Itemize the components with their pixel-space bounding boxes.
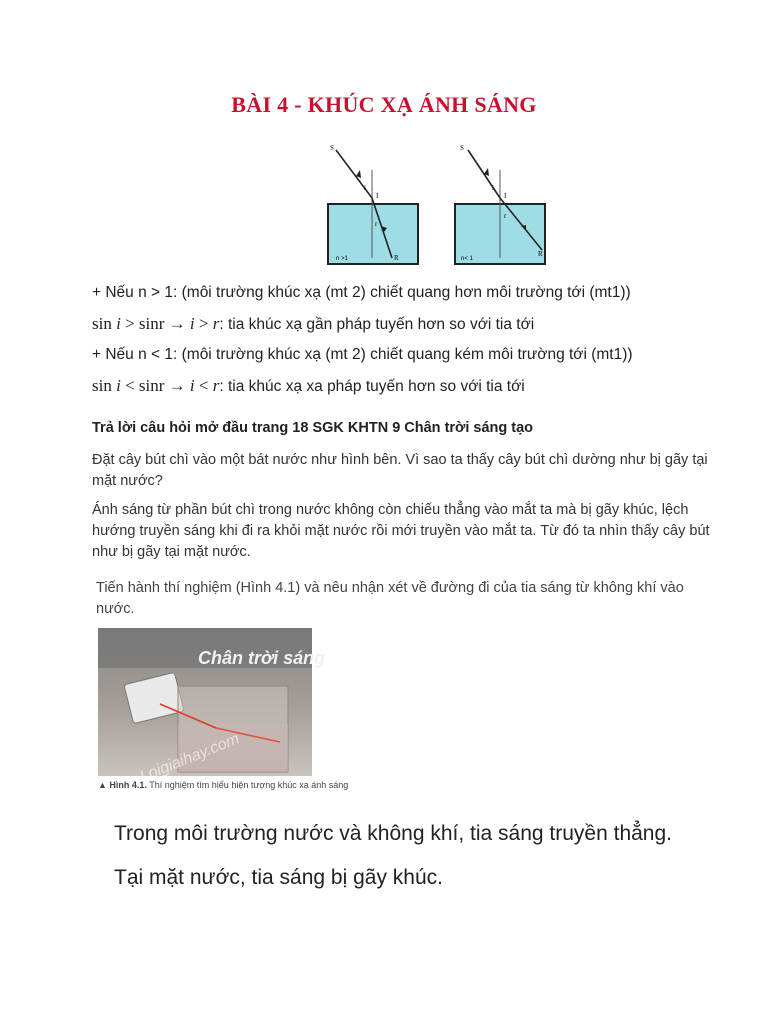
rule-2-formula <box>92 376 525 396</box>
caption-text: Thí nghiệm tìm hiểu hiện tượng khúc xạ ánh sáng <box>146 780 349 790</box>
label-point-i: I <box>376 192 379 200</box>
formula-i: i <box>116 314 121 333</box>
label-R: R <box>538 250 543 258</box>
formula-conclusion: : tia khúc xạ xa pháp tuyến hơn so với tia tới <box>219 378 525 395</box>
formula-i: i <box>116 376 121 395</box>
rule-2: + Nếu n < 1: (môi trường khúc xạ (mt 2) chiết quang kém môi trường tới (mt1)) <box>92 346 633 363</box>
refraction-diagram <box>320 140 560 270</box>
formula-conclusion: : tia khúc xạ gần pháp tuyến hơn so với tia tới <box>219 316 535 333</box>
label-r: r <box>375 220 378 228</box>
formula-r: r <box>212 376 220 395</box>
water-block-left <box>328 204 418 264</box>
label-n: n< 1 <box>461 256 473 262</box>
watermark-diagonal: Loigiaihay.com <box>137 730 242 786</box>
incident-ray-left <box>336 150 372 198</box>
formula-op2: > <box>194 314 213 333</box>
formula-op: < sinr → <box>120 376 190 395</box>
label-s: S <box>330 144 334 152</box>
label-r: r <box>504 212 507 220</box>
page-title: BÀI 4 - KHÚC XẠ ÁNH SÁNG <box>231 92 537 117</box>
triangle-icon: ▲ <box>98 780 110 790</box>
label-s: S <box>460 144 464 152</box>
question-text: Đặt cây bút chì vào một bát nước như hình bên. Vì sao ta thấy cây bút chì dường như bị gãy tại mặt nước? <box>92 452 708 489</box>
rule-1-formula <box>92 314 534 334</box>
formula-i2: i <box>189 376 195 395</box>
watermark-top: Chân trời sáng <box>198 648 326 668</box>
answer-text: Ánh sáng từ phần bút chì trong nước không còn chiếu thẳng vào mắt ta mà bị gãy khúc, lệch hướng truyền sáng khi đi ra khỏi mặt nước rồi mới truyền vào mắt ta. Từ đó ta nhìn thấy cây bút như bị gãy tại mặt nước. <box>92 502 710 560</box>
label-point-i: I <box>504 192 507 200</box>
label-n: n >1 <box>336 256 348 262</box>
label-R: R <box>394 254 399 262</box>
caption-label: Hình 4.1. <box>109 780 147 790</box>
conclusion-1: Trong môi trường nước và không khí, tia sáng truyền thẳng. <box>114 822 672 845</box>
formula-i2: i <box>189 314 195 333</box>
formula-op2: < <box>194 376 213 395</box>
formula-sin: sin <box>92 376 117 395</box>
label-i: i <box>492 184 494 192</box>
formula-op: > sinr → <box>120 314 190 333</box>
conclusion-2: Tại mặt nước, tia sáng bị gãy khúc. <box>114 866 443 889</box>
label-i: i <box>364 184 366 192</box>
figure-caption <box>98 780 348 790</box>
section-heading: Trả lời câu hỏi mở đầu trang 18 SGK KHTN 9 Chân trời sáng tạo <box>92 420 534 436</box>
rule-1: + Nếu n > 1: (môi trường khúc xạ (mt 2) chiết quang hơn môi trường tới (mt1)) <box>92 284 631 301</box>
formula-r: r <box>212 314 220 333</box>
task-text: Tiến hành thí nghiệm (Hình 4.1) và nêu nhận xét về đường đi của tia sáng từ không khí vào nước. <box>96 580 684 617</box>
formula-sin: sin <box>92 314 117 333</box>
